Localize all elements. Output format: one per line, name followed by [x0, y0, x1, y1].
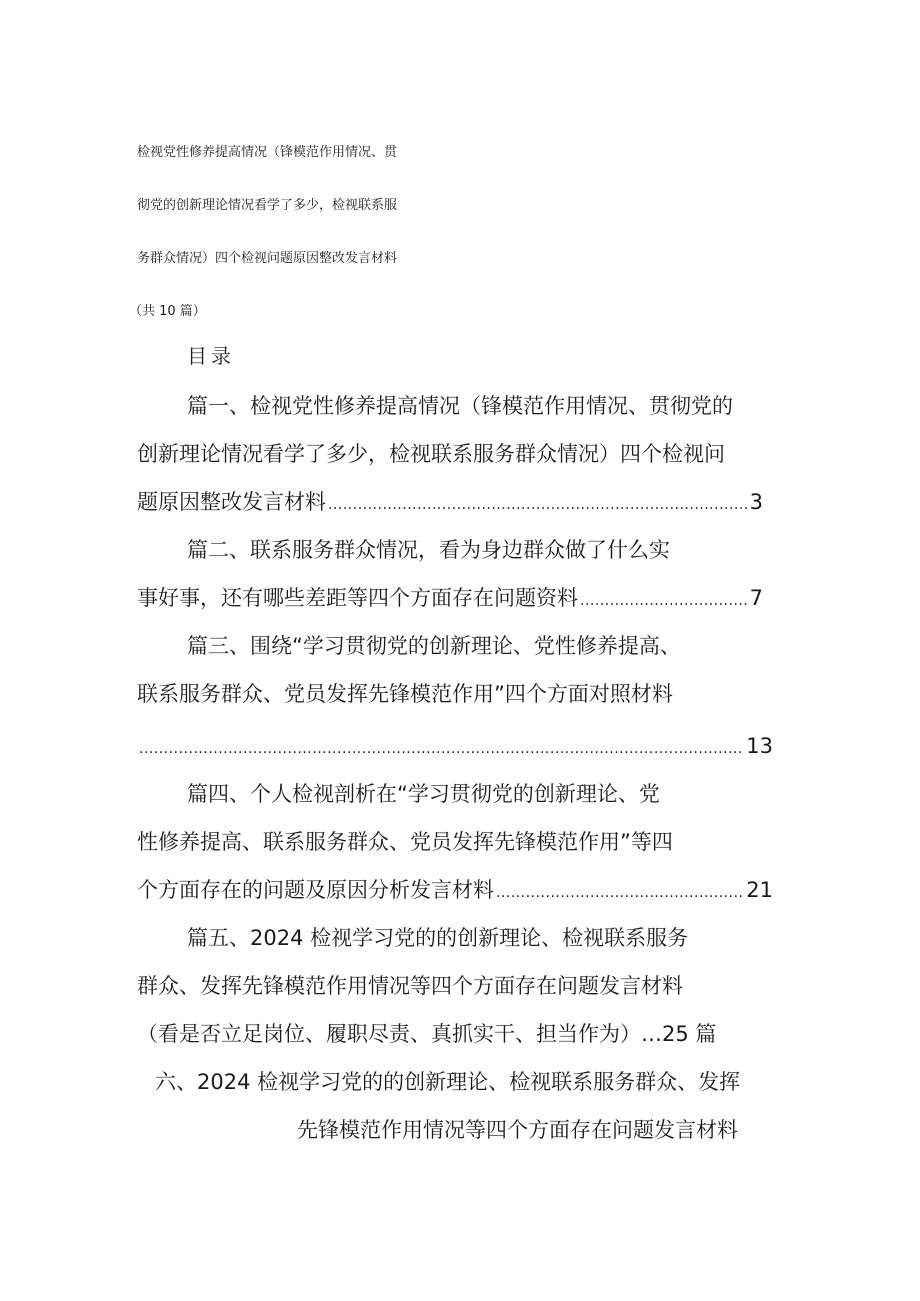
toc-entry-6-line-2[interactable]: 先锋模范作用情况等四个方面存在问题发言材料: [297, 1118, 738, 1142]
dot-leader: [580, 585, 748, 617]
toc-entry-4-line-1[interactable]: 篇四、个人检视剖析在“学习贯彻党的创新理论、党: [187, 782, 660, 806]
toc-entry-5-line-1[interactable]: 篇五、2024 检视学习党的的创新理论、检视联系服务: [187, 926, 689, 950]
dot-leader: [328, 489, 748, 521]
toc-heading: 目录: [187, 344, 235, 368]
toc-entry-5-line-2[interactable]: 群众、发挥先锋模范作用情况等四个方面存在问题发言材料: [137, 974, 683, 998]
toc-entry-4-line-2[interactable]: 性修养提高、联系服务群众、党员发挥先锋模范作用”等四: [137, 830, 673, 854]
toc-entry-1-line-2[interactable]: 创新理论情况看学了多少，检视联系服务群众情况）四个检视问: [137, 442, 725, 466]
dot-leader: [139, 733, 744, 765]
toc-entry-1-text: 题原因整改发言材料: [137, 490, 326, 514]
toc-entry-3-line-1[interactable]: 篇三、围绕“学习贯彻党的创新理论、党性修养提高、: [187, 634, 681, 658]
toc-entry-1-line-1[interactable]: 篇一、检视党性修养提高情况（锋模范作用情况、贯彻党的: [187, 394, 733, 418]
dot-leader: [496, 877, 744, 909]
title-line: 检视党性修养提高情况（锋模范作用情况、贯: [137, 145, 398, 160]
toc-entry-2-last-line[interactable]: [137, 582, 763, 617]
title-line: 务群众情况）四个检视问题原因整改发言材料: [137, 251, 398, 266]
toc-entry-3-line-2[interactable]: 联系服务群众、党员发挥先锋模范作用”四个方面对照材料: [137, 682, 673, 706]
toc-entry-4-last-line[interactable]: [137, 874, 773, 909]
toc-entry-3-page: 13: [746, 734, 773, 758]
toc-entry-2-text: 事好事，还有哪些差距等四个方面存在问题资料: [137, 586, 578, 610]
toc-entry-1-page: 3: [749, 490, 763, 514]
toc-entry-4-page: 21: [746, 878, 773, 902]
toc-entry-2-line-1[interactable]: 篇二、联系服务群众情况，看为身边群众做了什么实: [187, 538, 670, 562]
toc-entry-2-page: 7: [749, 586, 763, 610]
document-title: [129, 126, 797, 338]
toc-entry-6-line-1[interactable]: 六、2024 检视学习党的的创新理论、检视联系服务群众、发挥: [155, 1070, 741, 1094]
toc-entry-4-text: 个方面存在的问题及原因分析发言材料: [137, 878, 494, 902]
toc-entry-3-last-line[interactable]: [137, 730, 773, 765]
title-line: （共 10 篇）: [129, 304, 206, 319]
title-line: 彻党的创新理论情况看学了多少，检视联系服: [137, 198, 398, 213]
toc-entry-1-last-line[interactable]: [137, 486, 763, 521]
toc-entry-5-line-3[interactable]: （看是否立足岗位、履职尽责、真抓实干、担当作为）…25 篇: [137, 1022, 717, 1046]
